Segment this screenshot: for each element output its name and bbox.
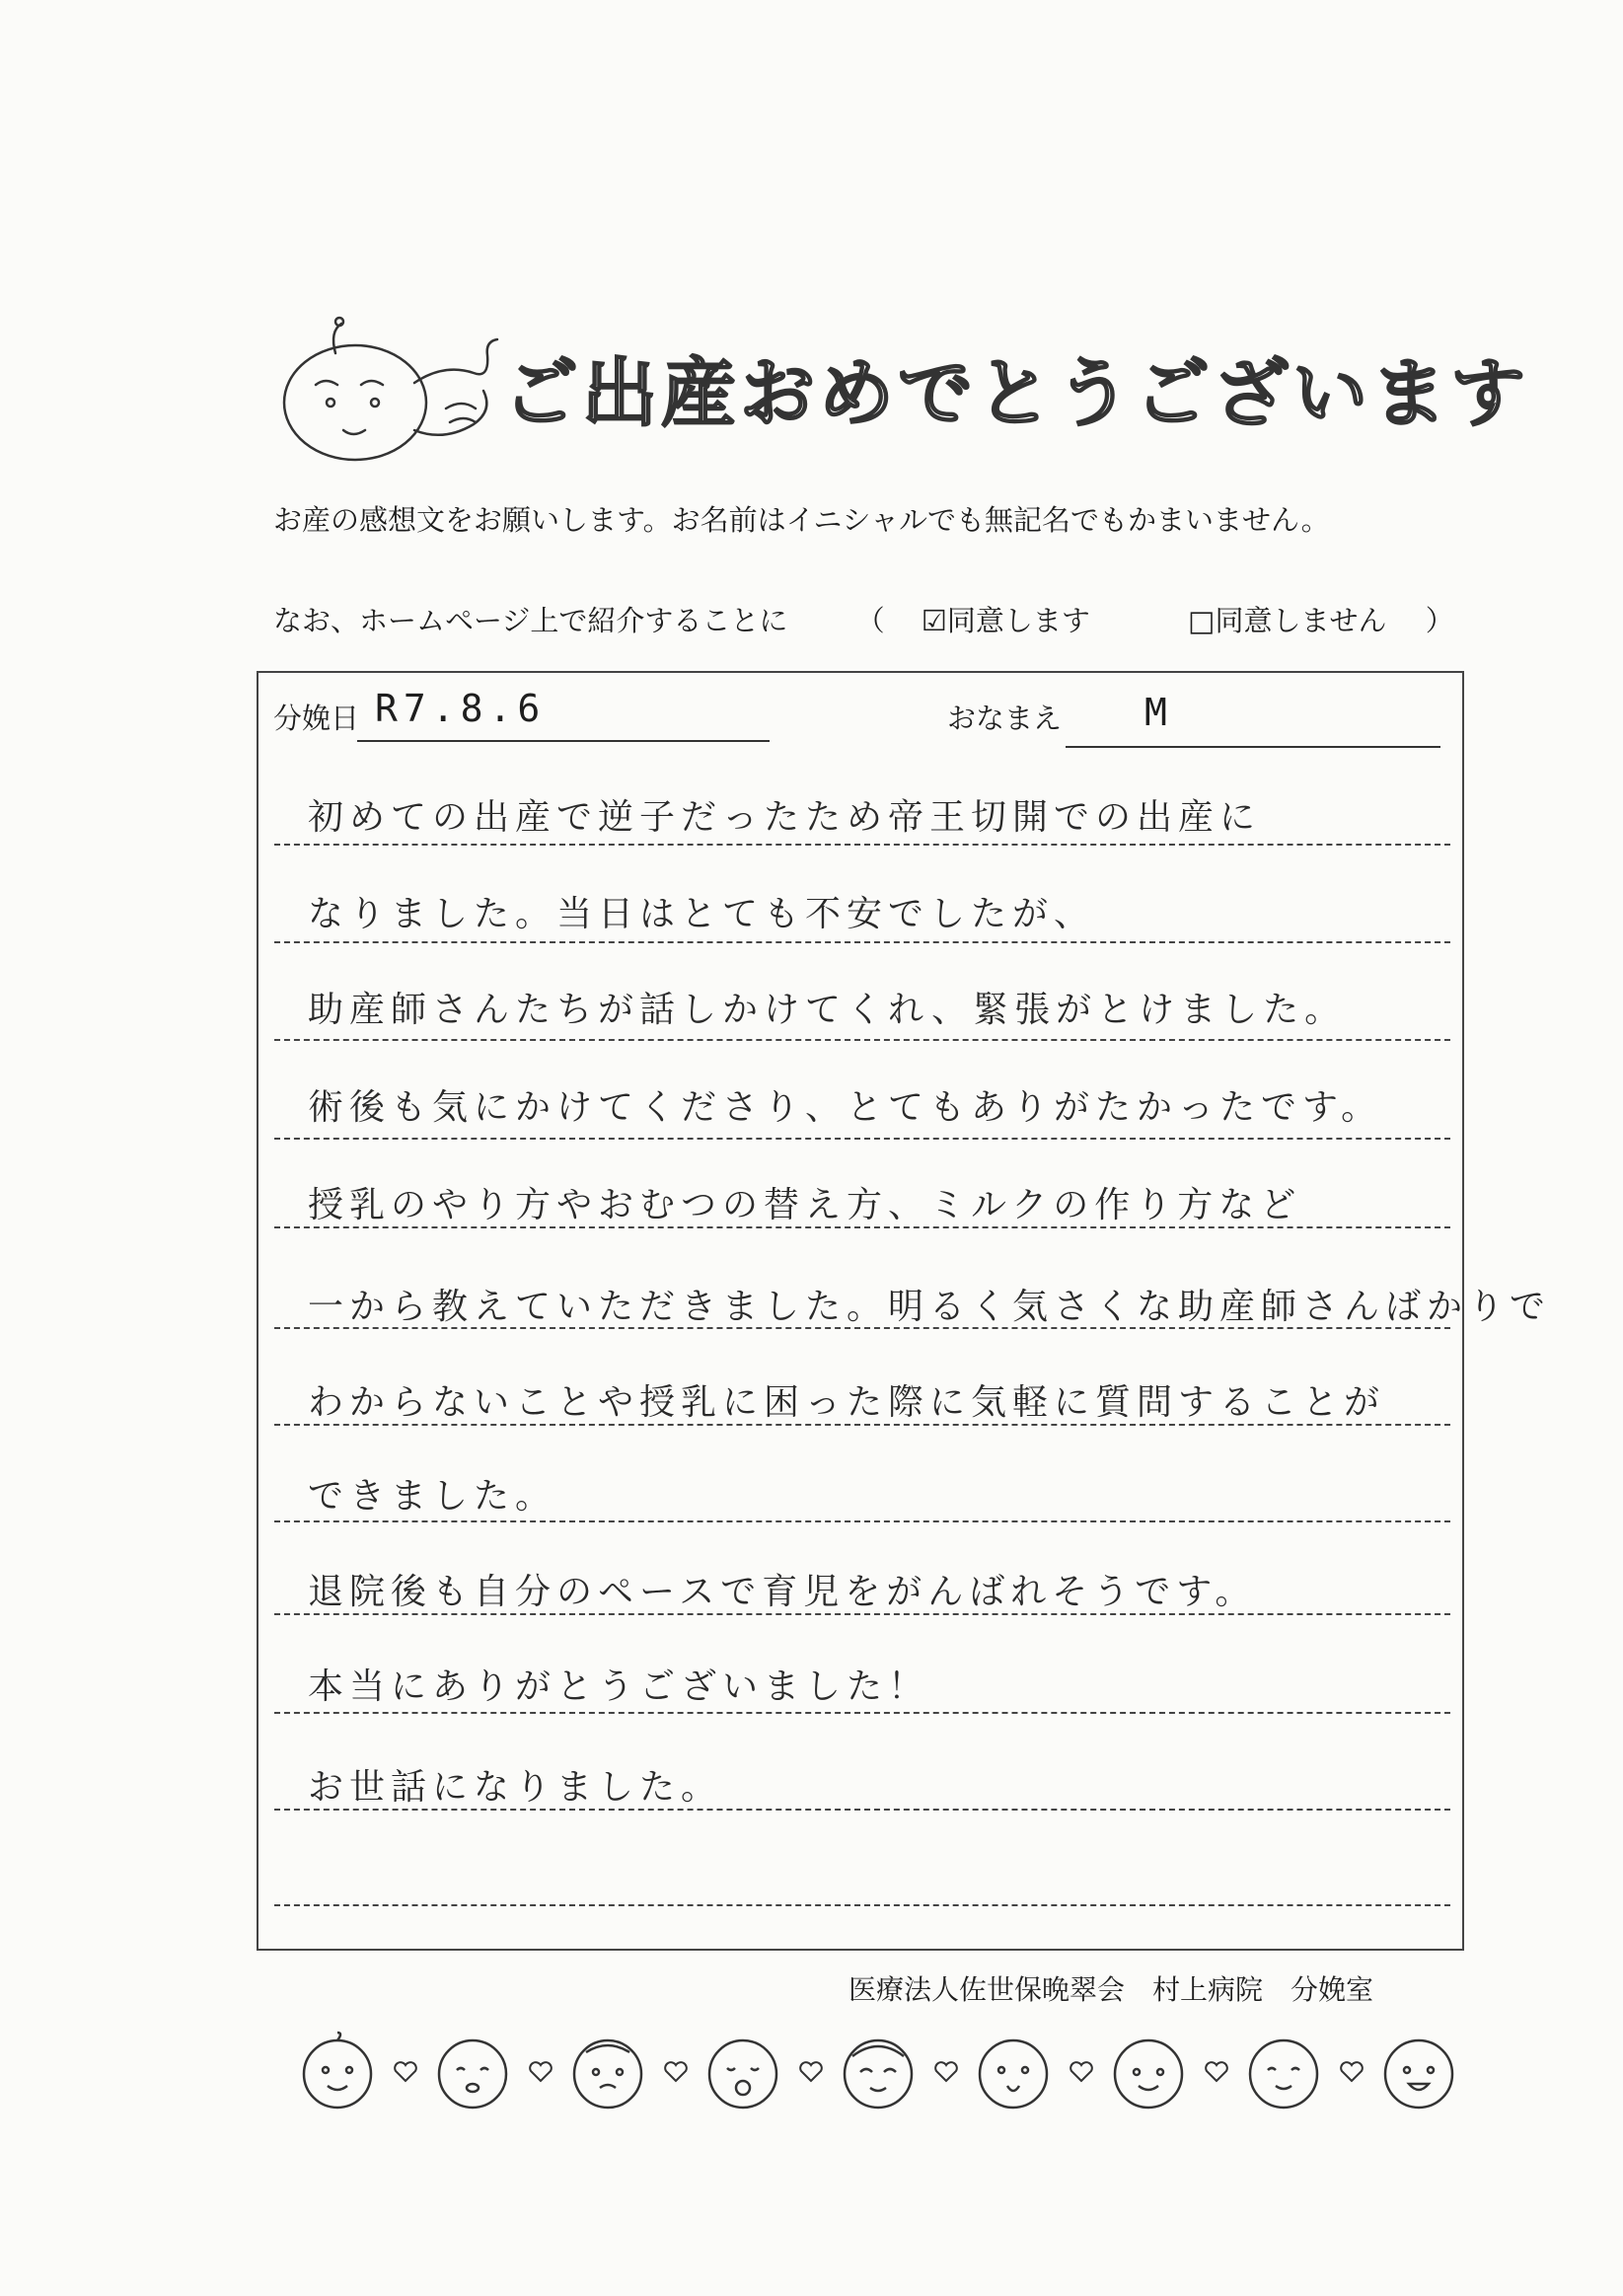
ruled-line [274, 1712, 1450, 1714]
paren-close: ） [1425, 604, 1454, 637]
baby-face-icon [837, 2031, 920, 2113]
ruled-line [274, 1327, 1450, 1329]
message-line: わからないことや授乳に困った際に気軽に質問することが [308, 1382, 1386, 1423]
paren-open: （ [855, 604, 885, 637]
message-line: 初めての出産で逆子だったため帝王切開での出産に [308, 797, 1262, 838]
ruled-line [274, 941, 1450, 943]
consent-agree-checkbox[interactable]: ☑同意します [921, 604, 1090, 637]
heart-icon [1069, 2061, 1094, 2083]
baby-face-icon [1107, 2031, 1190, 2113]
heart-icon [933, 2061, 959, 2083]
baby-face-icon [566, 2031, 649, 2113]
message-line: 助産師さんたちが話しかけてくれ、緊張がとけました。 [308, 990, 1347, 1030]
ruled-line [274, 1809, 1450, 1811]
message-line: 授乳のやり方やおむつの替え方、ミルクの作り方など [308, 1185, 1302, 1225]
page-title: ご出産おめでとうございます [503, 349, 1529, 437]
instruction-text: お産の感想文をお願いします。お名前はイニシャルでも無記名でもかまいません。 [273, 503, 1330, 537]
hospital-name: 医療法人佐世保晩翠会 村上病院 分娩室 [848, 1973, 1374, 2006]
consent-disagree-checkbox[interactable]: □同意しません [1188, 604, 1387, 637]
baby-face-icon [701, 2031, 784, 2113]
delivery-date-value[interactable]: R7.8.6 [375, 687, 547, 730]
message-line: お世話になりました。 [308, 1767, 723, 1808]
footer-decoration [296, 2013, 1460, 2131]
ruled-line [274, 1138, 1450, 1140]
crawling-baby-icon [276, 314, 513, 472]
baby-face-icon [431, 2031, 514, 2113]
delivery-date-label: 分娩日 [273, 702, 360, 735]
consent-prefix: なお、ホームページ上で紹介することに [273, 604, 788, 637]
ruled-line [274, 1226, 1450, 1228]
heart-icon [1204, 2061, 1229, 2083]
baby-face-icon [972, 2031, 1055, 2113]
name-label: おなまえ [947, 702, 1063, 735]
heart-icon [528, 2061, 553, 2083]
ruled-line [274, 844, 1450, 846]
ruled-line [274, 1039, 1450, 1041]
heart-icon [393, 2061, 418, 2083]
message-line: なりました。当日はとても不安でしたが、 [308, 894, 1096, 934]
date-underline [357, 740, 770, 742]
ruled-line [274, 1904, 1450, 1906]
message-line: 術後も気にかけてくださり、とてもありがたかったです。 [308, 1087, 1383, 1128]
name-underline [1066, 746, 1440, 748]
message-line: 本当にありがとうございました！ [308, 1666, 930, 1707]
message-line: 退院後も自分のペースで育児をがんばれそうです。 [308, 1572, 1257, 1612]
message-line: 一から教えていただきました。明るく気さくな助産師さんばかりで [308, 1287, 1552, 1327]
ruled-line [274, 1424, 1450, 1426]
consent-row [273, 599, 1454, 639]
baby-face-icon [296, 2031, 379, 2113]
baby-face-icon [1242, 2031, 1325, 2113]
name-value[interactable]: M [1144, 691, 1167, 734]
ruled-line [274, 1520, 1450, 1522]
baby-face-icon [1377, 2031, 1460, 2113]
ruled-line [274, 1613, 1450, 1615]
heart-icon [1339, 2061, 1365, 2083]
message-line: できました。 [308, 1476, 557, 1517]
heart-icon [663, 2061, 689, 2083]
heart-icon [798, 2061, 824, 2083]
